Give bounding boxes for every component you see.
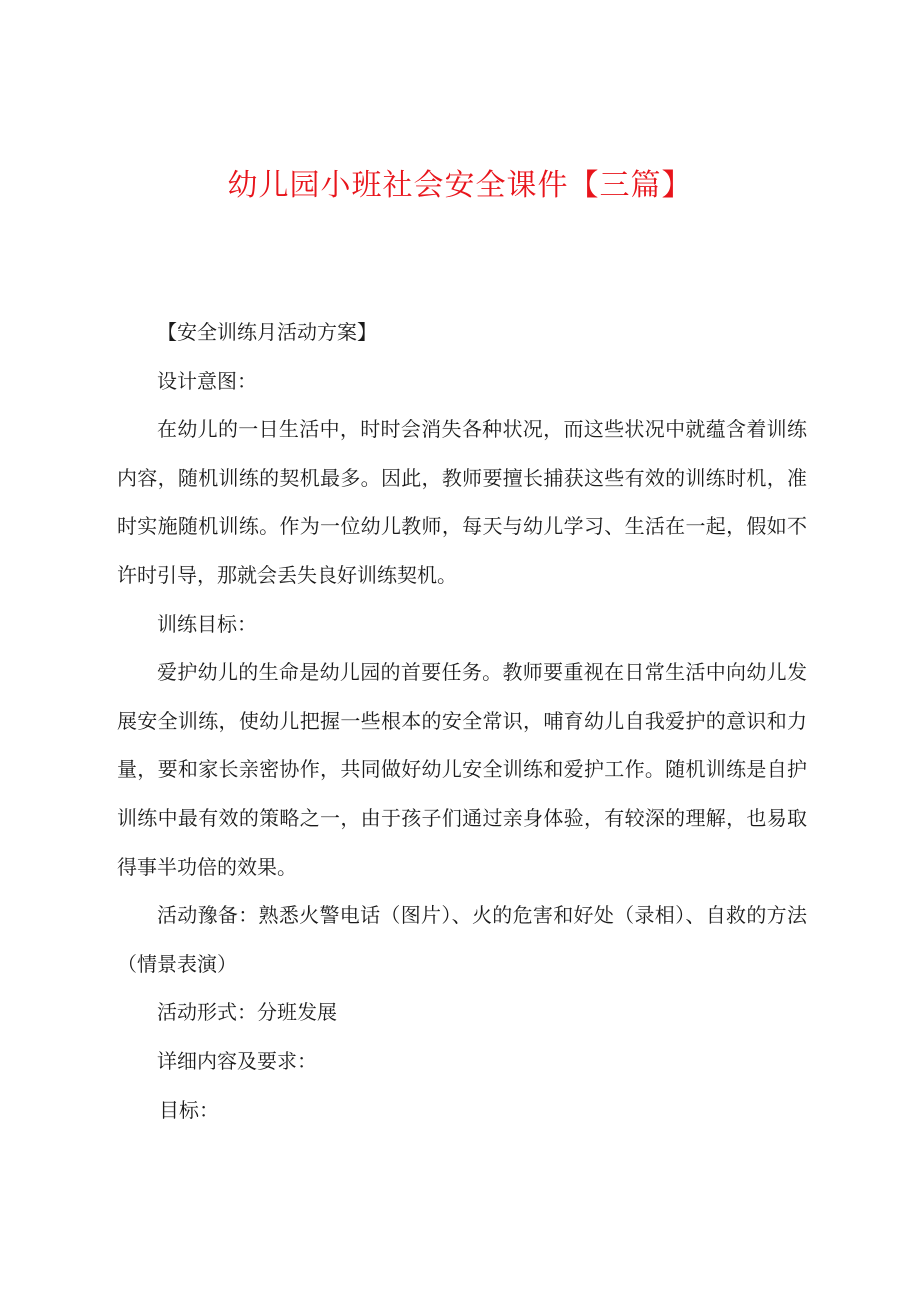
design-intent-label: 设计意图： (157, 368, 257, 393)
training-goal-paragraph: 爱护幼儿的生命是幼儿园的首要任务。教师要重视在日常生活中向幼儿发展安全训练，使幼儿把握一些根本的安全常识，哺育幼儿自我爱护的意识和力量，要和家长亲密协作，共同做好幼儿安全训练和爱护工作。随机训练是自护训练中最有效的策略之一，由于孩子们通过亲身体验，有较深的理解，也易取得事半功倍的效果。 (117, 660, 807, 879)
section-heading: 【安全训练月活动方案】 (157, 320, 377, 344)
training-goal-label: 训练目标： (157, 611, 257, 636)
design-intent-paragraph: 在幼儿的一日生活中，时时会消失各种状况，而这些状况中就蕴含着训练内容，随机训练的契机最多。因此，教师要擅长捕获这些有效的训练时机，准时实施随机训练。作为一位幼儿教师，每天与幼儿学习、生活在一起，假如不许时引导，那就会丢失良好训练契机。 (117, 417, 807, 587)
document-title: 幼儿园小班社会安全课件【三篇】 (227, 168, 693, 203)
activity-form-paragraph: 活动形式：分班发展 (157, 1000, 337, 1025)
activity-preparation-paragraph: 活动豫备：熟悉火警电话（图片）、火的危害和好处（录相）、自救的方法（情景表演） (117, 903, 807, 976)
document-body (117, 308, 807, 1134)
detail-requirements-label: 详细内容及要求： (157, 1048, 317, 1073)
objective-label: 目标： (159, 1097, 219, 1122)
